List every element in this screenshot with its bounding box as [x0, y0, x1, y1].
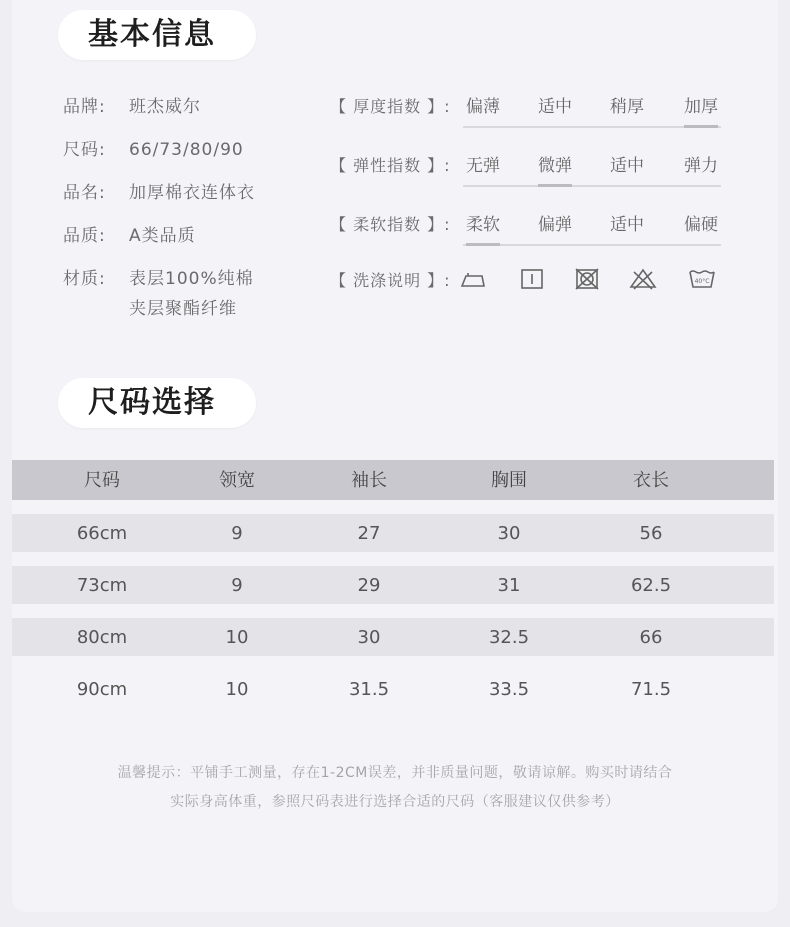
elasticity-index [330, 149, 730, 189]
table-cell: 29 [357, 575, 381, 596]
material-outer: 表层100%纯棉 [129, 269, 254, 289]
attr-scale [463, 149, 721, 187]
attr-option-selected: 微弹 [535, 151, 575, 181]
table-cell: 10 [225, 627, 249, 648]
info-key: 品质: [63, 226, 106, 246]
material-inner: 夹层聚酯纤维 [129, 299, 237, 319]
info-key: 品牌: [63, 97, 106, 117]
header-cell: 领宽 [219, 470, 255, 491]
basic-info-title: 基本信息 [58, 10, 256, 60]
table-cell: 80cm [76, 627, 128, 648]
basic-info-list [63, 94, 255, 326]
table-cell: 62.5 [630, 575, 672, 596]
table-cell: 31 [497, 575, 521, 596]
table-cell: 10 [225, 679, 249, 700]
info-row-size [63, 137, 255, 180]
table-cell: 66 [639, 627, 663, 648]
no-bleach-icon [628, 266, 658, 292]
info-value: A类品质 [129, 226, 196, 246]
header-cell: 袖长 [351, 470, 387, 491]
table-cell: 32.5 [488, 627, 530, 648]
info-row-quality [63, 223, 255, 266]
attr-scale [463, 208, 721, 246]
info-value: 66/73/80/90 [129, 140, 244, 160]
table-cell: 66cm [76, 523, 128, 544]
header-cell: 尺码 [84, 470, 120, 491]
wash-label: 【 洗涤说明 】: [330, 271, 451, 290]
wash-instructions [330, 266, 750, 296]
attr-option: 适中 [610, 156, 644, 176]
hang-dry-icon [517, 266, 547, 292]
table-cell: 56 [639, 523, 663, 544]
attr-option: 适中 [610, 215, 644, 235]
info-value: 班杰威尔 [129, 97, 201, 117]
attr-option: 弹力 [684, 156, 718, 176]
info-key: 尺码: [63, 140, 106, 160]
no-tumble-dry-icon [572, 266, 602, 292]
note-line-2: 实际身高体重，参照尺码表进行选择合适的尺码（客服建议仅供参考） [170, 794, 620, 810]
table-cell: 71.5 [630, 679, 672, 700]
info-value: 加厚棉衣连体衣 [129, 183, 255, 203]
size-select-title: 尺码选择 [58, 378, 256, 428]
table-cell: 31.5 [348, 679, 390, 700]
table-row [12, 514, 774, 552]
header-cell: 胸围 [491, 470, 527, 491]
table-cell: 30 [357, 627, 381, 648]
table-cell: 33.5 [488, 679, 530, 700]
attr-option: 偏硬 [684, 215, 718, 235]
attr-option: 稍厚 [610, 97, 644, 117]
attr-label: 【 弹性指数 】: [330, 156, 451, 175]
wash-temp-label: 40°C [694, 278, 710, 285]
wash-40-icon [687, 266, 717, 292]
attr-option-selected: 加厚 [681, 92, 721, 122]
table-cell: 73cm [76, 575, 128, 596]
table-row [12, 566, 774, 604]
attr-option: 偏弹 [538, 215, 572, 235]
info-row-material [63, 266, 255, 326]
table-cell: 9 [231, 575, 243, 596]
attr-option-selected: 柔软 [463, 210, 503, 240]
info-key: 品名: [63, 183, 106, 203]
iron-icon [458, 266, 488, 292]
attr-option: 无弹 [466, 156, 500, 176]
table-cell: 9 [231, 523, 243, 544]
info-value [129, 266, 254, 326]
table-cell: 90cm [76, 679, 128, 700]
attr-scale [463, 90, 721, 128]
info-row-product-name [63, 180, 255, 223]
table-row [12, 618, 774, 656]
table-cell: 30 [497, 523, 521, 544]
table-row [12, 670, 774, 708]
info-row-brand [63, 94, 255, 137]
note-line-1: 温馨提示：平铺手工测量，存在1-2CM误差，并非质量问题，敬请谅解。购买时请结合 [117, 765, 673, 781]
size-table-header [12, 460, 774, 500]
thickness-index [330, 90, 730, 130]
attr-label: 【 柔软指数 】: [330, 215, 451, 234]
softness-index [330, 208, 730, 248]
attr-option: 适中 [538, 97, 572, 117]
attr-option: 偏薄 [466, 97, 500, 117]
table-cell: 27 [357, 523, 381, 544]
header-cell: 衣长 [633, 470, 669, 491]
info-key: 材质: [63, 269, 106, 289]
attr-label: 【 厚度指数 】: [330, 97, 451, 116]
